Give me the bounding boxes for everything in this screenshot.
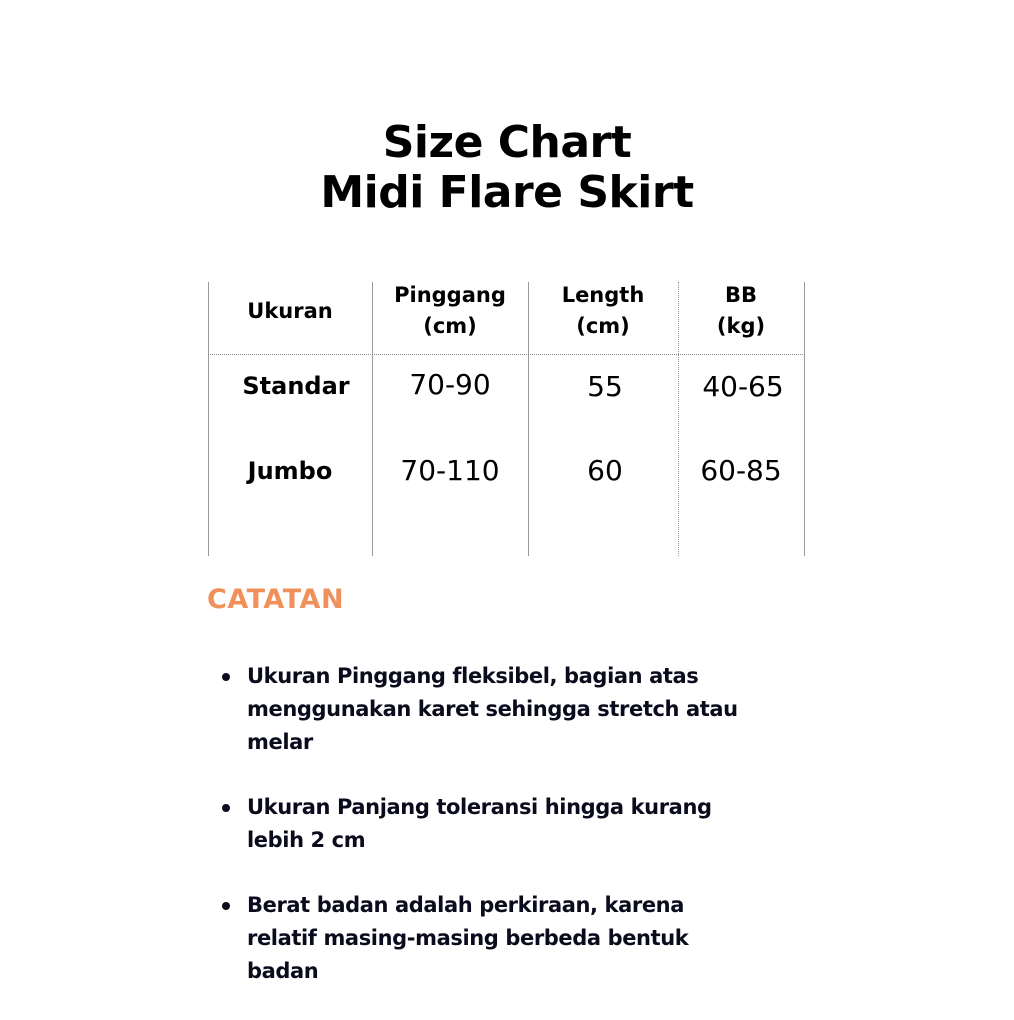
bullet-icon: [222, 804, 230, 812]
row-label-jumbo: Jumbo: [247, 457, 333, 485]
size-table: [208, 282, 805, 556]
note-text: Ukuran Pinggang fleksibel, bagian atas menggunakan karet sehingga stretch atau melar: [247, 664, 738, 754]
note-item: [220, 660, 760, 759]
note-text: Ukuran Panjang toleransi hingga kurang lebih 2 cm: [247, 795, 712, 852]
column-header-length: Length (cm): [561, 283, 645, 338]
cell-pinggang-standar: 70-90: [409, 368, 491, 401]
notes-list: [220, 660, 760, 1020]
title-line-1: Size Chart: [382, 117, 632, 168]
note-text: Berat badan adalah perkiraan, karena relatif masing-masing berbeda bentuk badan: [247, 893, 689, 983]
page-title: [0, 118, 1014, 218]
notes-heading: CATATAN: [207, 584, 345, 615]
table-border-right: [804, 282, 805, 556]
header-separator: [208, 354, 805, 355]
bullet-icon: [222, 902, 230, 910]
row-label-standar: Standar: [242, 372, 350, 400]
cell-bb-standar: 40-65: [702, 370, 784, 403]
column-header-ukuran: Ukuran: [247, 299, 333, 323]
column-header-bb: BB (kg): [716, 283, 766, 338]
note-item: [220, 889, 760, 988]
cell-length-jumbo: 60: [587, 454, 623, 487]
title-line-2: Midi Flare Skirt: [320, 167, 694, 218]
bullet-icon: [222, 673, 230, 681]
column-header-pinggang: Pinggang (cm): [394, 283, 506, 338]
cell-bb-jumbo: 60-85: [700, 454, 782, 487]
note-item: [220, 791, 760, 857]
cell-length-standar: 55: [587, 370, 623, 403]
cell-pinggang-jumbo: 70-110: [400, 454, 500, 487]
